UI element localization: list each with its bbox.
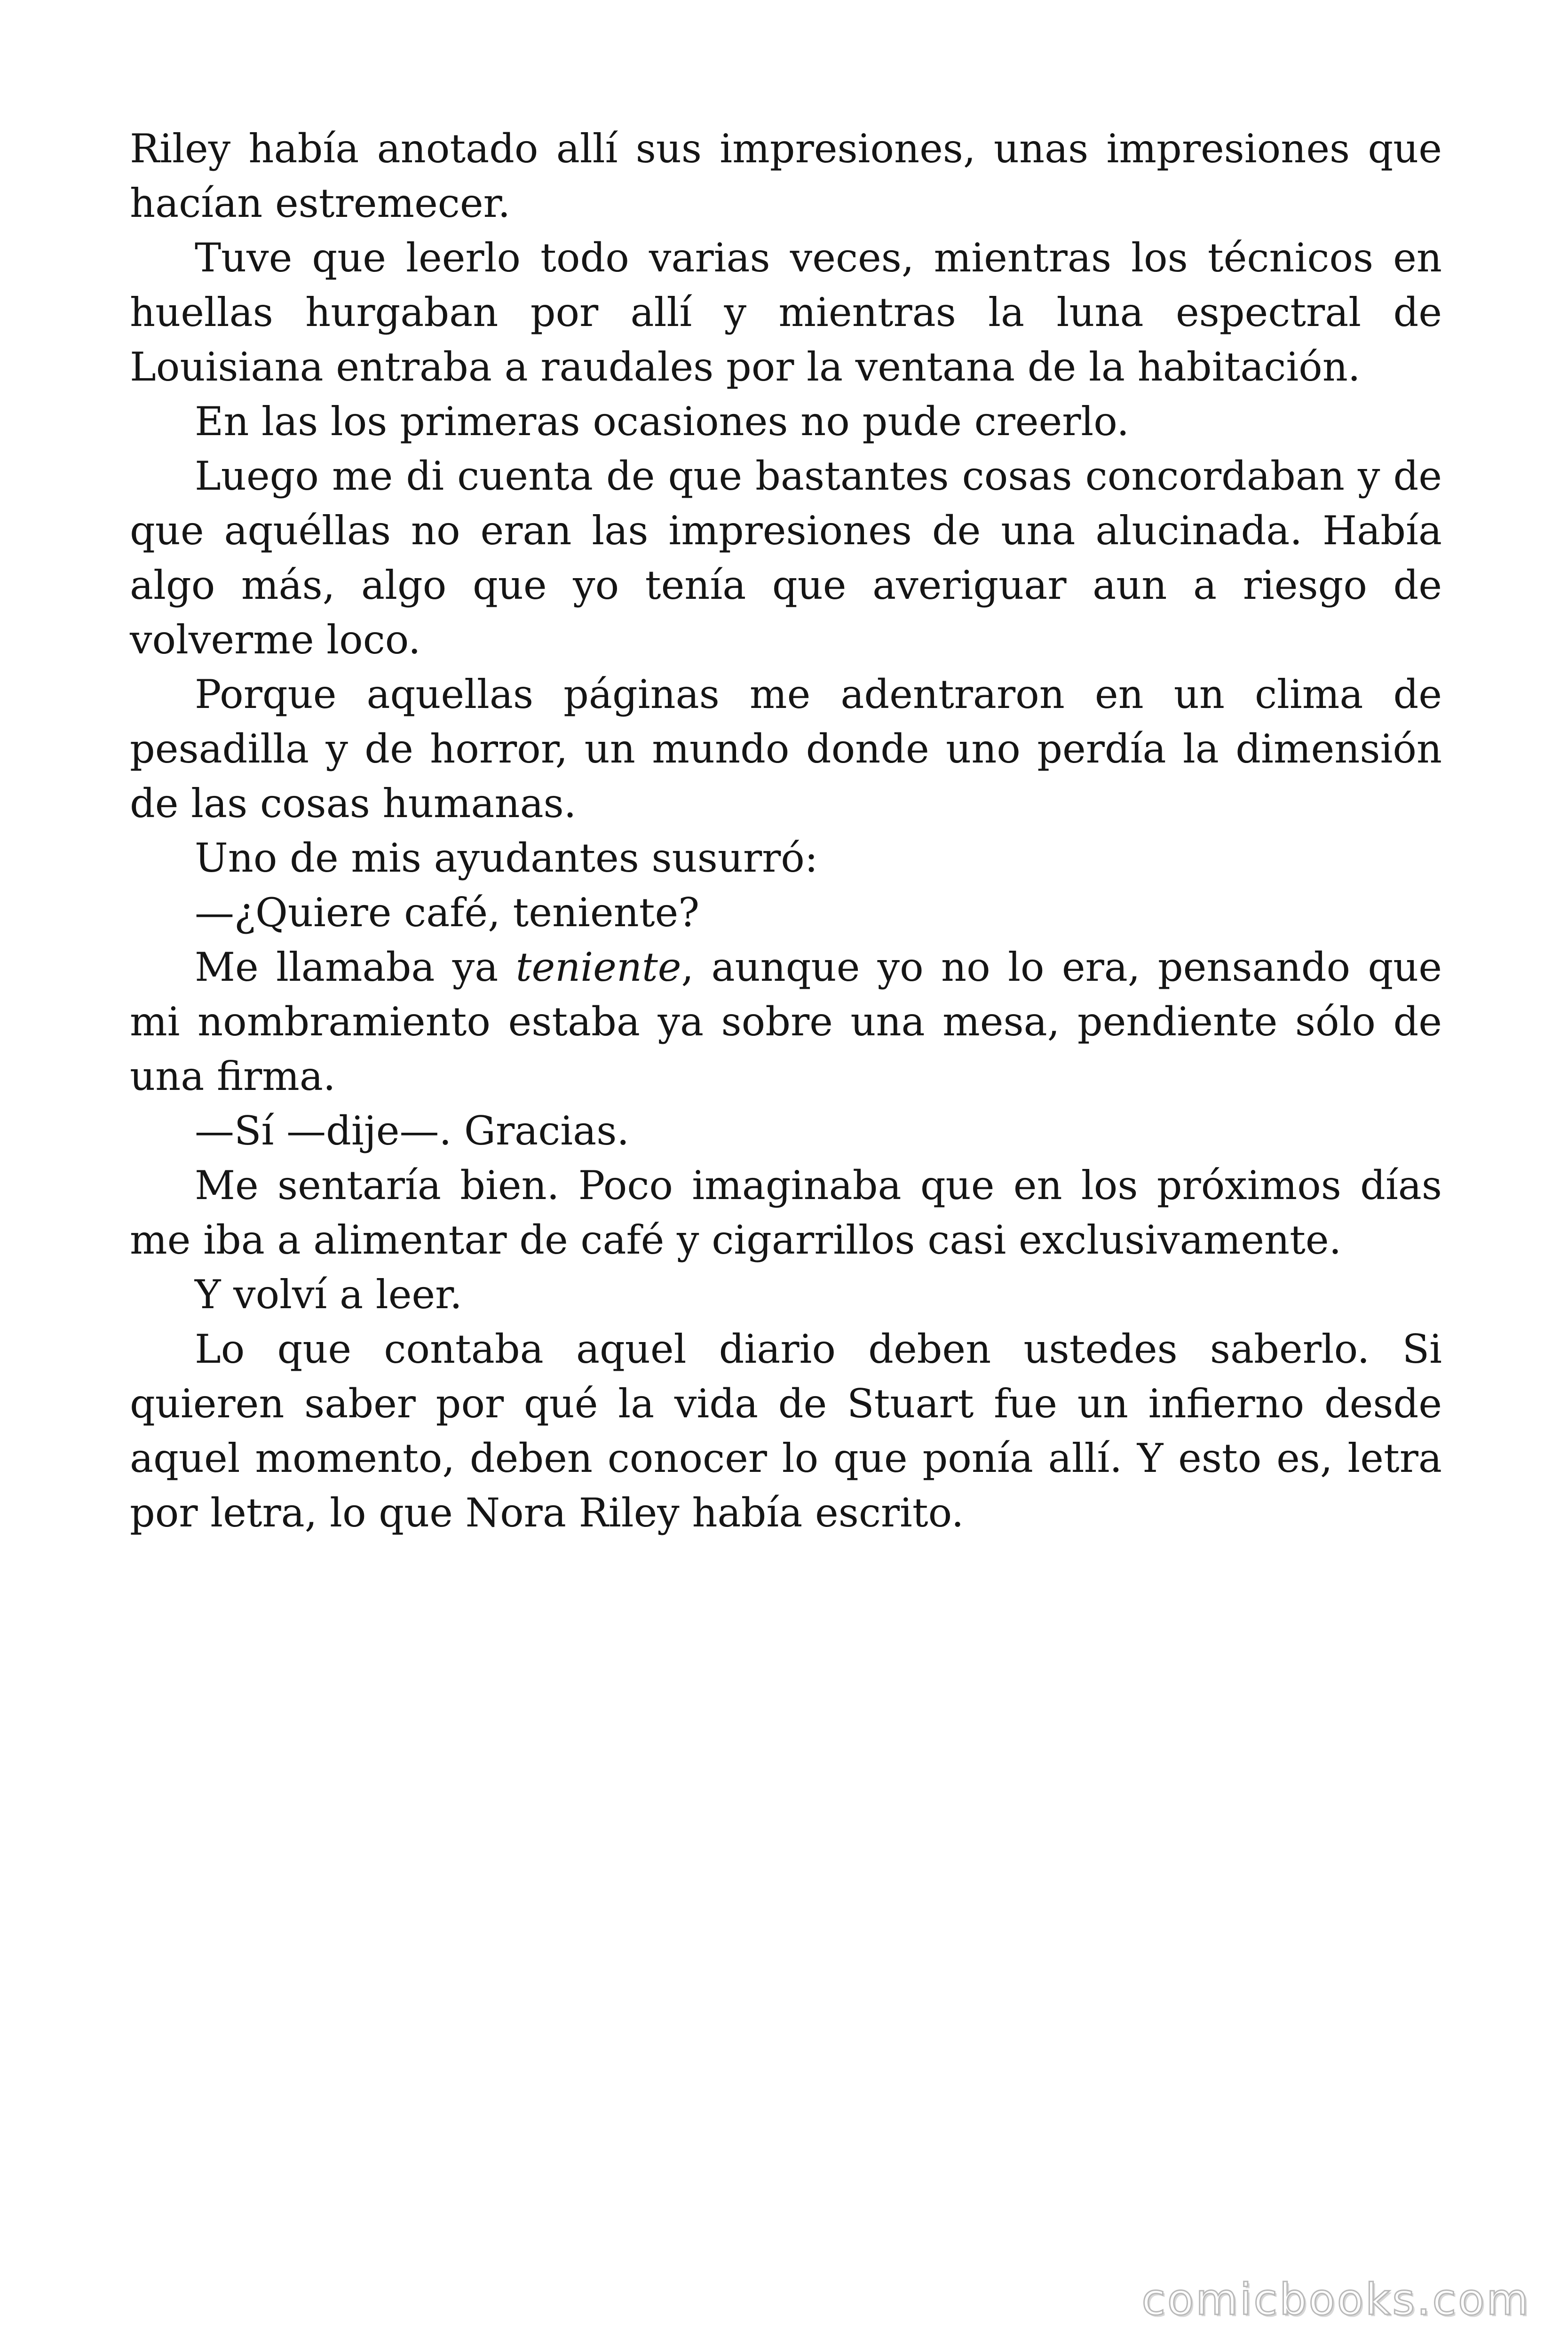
paragraph: En las los primeras ocasiones no pude creerlo.: [195, 398, 1130, 445]
watermark-text: comicbooks.com: [1141, 2274, 1530, 2325]
body-text: [130, 121, 1442, 1540]
paragraph: Lo que contaba aquel diario deben ustedes saberlo. Si quieren saber por qué la vida de Stuart fue un infierno desde aquel momento, deben conocer lo que ponía allí. Y esto es, letra por letra, lo que Nora Riley había escrito.: [130, 1326, 1442, 1536]
paragraph: Riley había anotado allí sus impresiones, unas impresiones que hacían estremecer.: [130, 126, 1442, 226]
paragraph: Luego me di cuenta de que bastantes cosas concordaban y de que aquéllas no eran las impresiones de una alucinada. Había algo más, algo que yo tenía que averiguar aun a riesgo de volverme loco.: [130, 453, 1442, 663]
dialogue-line: —¿Quiere café, teniente?: [195, 890, 700, 936]
italic-word: teniente: [515, 944, 681, 990]
paragraph: Porque aquellas páginas me adentraron en un clima de pesadilla y de horror, un mundo donde uno perdía la dimensión de las cosas humanas.: [130, 671, 1442, 826]
paragraph: Me sentaría bien. Poco imaginaba que en los próximos días me iba a alimentar de café y cigarrillos casi exclusivamente.: [130, 1162, 1442, 1263]
dialogue-line: —Sí —dije—. Gracias.: [195, 1108, 630, 1154]
paragraph: Tuve que leerlo todo varias veces, mientras los técnicos en huellas hurgaban por allí y mientras la luna espectral de Louisiana entraba a raudales por la ventana de la habitación.: [130, 235, 1442, 390]
paragraph: [130, 940, 1442, 1104]
paragraph-text-before: Me llamaba ya: [195, 944, 516, 990]
paragraph-text-after: , aunque yo no lo era, pensando que mi nombramiento estaba ya sobre una mesa, pendiente sólo de una firma.: [130, 944, 1442, 1099]
paragraph: Y volví a leer.: [195, 1271, 462, 1318]
paragraph: Uno de mis ayudantes susurró:: [195, 835, 818, 881]
